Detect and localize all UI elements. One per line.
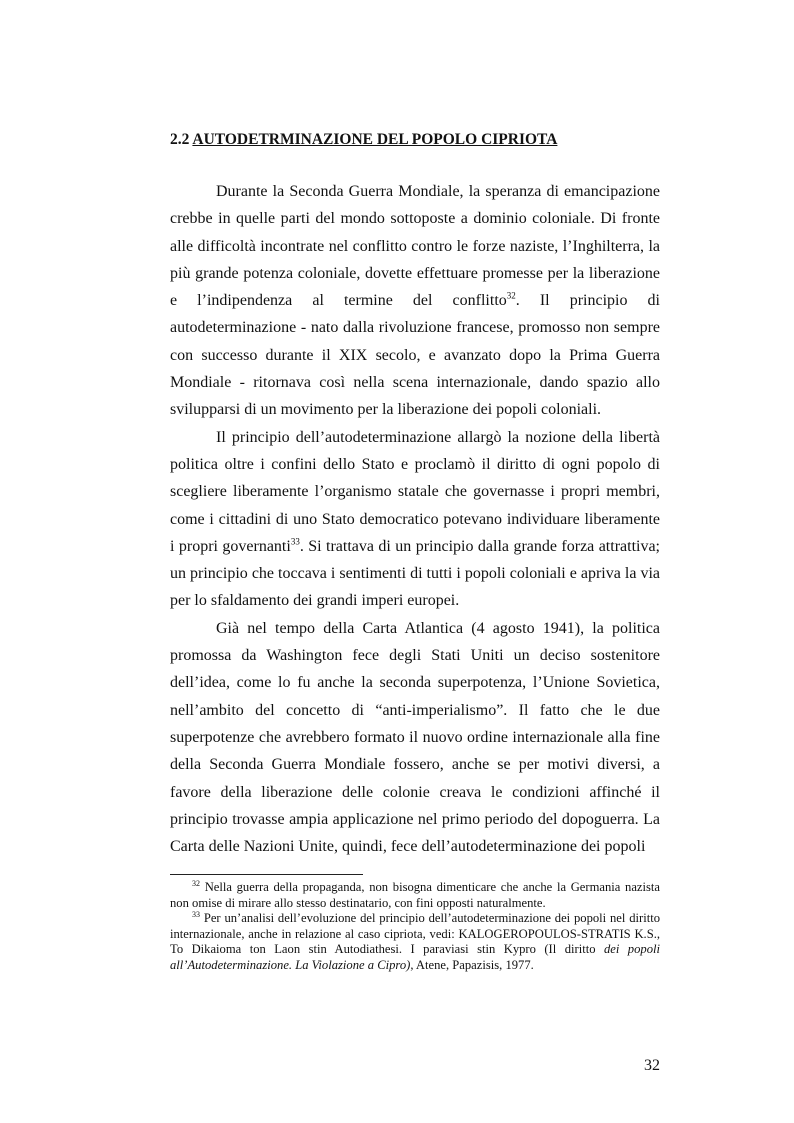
- section-heading: [170, 131, 557, 149]
- footnote-33: $^{33}$ Per un’analisi dell’evoluzione del principio dell’autodeterminazione dei popoli nel diritto internazionale, anche in relazione al caso cipriota, vedi: KALOGEROPOULOS-STRATIS K.S., To Dikaioma ton Laon stin Autodiathesi. I paraviasi stin Kypro (Il diritto dei popoli all’Autodeterminazione. La Violazione a Cipro), Atene, Papazisis, 1977.: [170, 910, 660, 972]
- footnote-32: $^{32}$ Nella guerra della propaganda, non bisogna dimenticare che anche la Germania nazista non omise di mirare allo stesso destinatario, con fini opposti naturalmente.: [170, 878, 660, 910]
- footnote-ref-33: 33: [290, 536, 300, 547]
- section-title: AUTODETRMINAZIONE DEL POPOLO CIPRIOTA: [192, 131, 558, 148]
- section-number: 2.2: [170, 131, 190, 148]
- paragraph-3: Già nel tempo della Carta Atlantica (4 agosto 1941), la politica promossa da Washington fece degli Stati Uniti un deciso sostenitore dell’idea, come lo fu anche la seconda superpotenza, l’Unione Sovietica, nell’ambito del concetto di “anti-imperialismo”. Il fatto che le due superpotenze che avrebbero formato il nuovo ordine internazionale alla fine della Seconda Guerra Mondiale fossero, anche se per motivi diversi, a favore della liberazione delle colonie creava le condizioni affinché il principio trovasse ampia applicazione nel primo periodo del dopoguerra. La Carta delle Nazioni Unite, quindi, fece dell’autodeterminazione dei popoli: [170, 619, 660, 856]
- footnote-ref-32: 32: [506, 290, 516, 301]
- body-text: [170, 178, 660, 860]
- footnote-separator: [170, 874, 363, 875]
- page-number: 32: [644, 1057, 660, 1074]
- footnotes: [170, 880, 660, 974]
- paragraph-1: Durante la Seconda Guerra Mondiale, la speranza di emancipazione crebbe in quelle parti del mondo sottoposte a dominio coloniale. Di fronte alle difficoltà incontrate nel conflitto contro le forze naziste, l’Inghilterra, la più grande potenza coloniale, dovette effettuare promesse per la liberazione e l’indipendenza al termine del conflitto$^{32}$. Il principio di autodeterminazione - nato dalla rivoluzione francese, promosso non sempre con successo durante il XIX secolo, e avanzato dopo la Prima Guerra Mondiale - ritornava così nella scena internazionale, dando spazio allo svilupparsi di un movimento per la liberazione dei popoli coloniali.: [170, 183, 661, 419]
- paragraph-2: Il principio dell’autodeterminazione allargò la nozione della libertà politica oltre i confini dello Stato e proclamò il diritto di ogni popolo di scegliere liberamente l’organismo statale che governasse i propri membri, come i cittadini di uno Stato democratico potevano individuare liberamente i propri governanti$^{33}$. Si trattava di un principio dalla grande forza attrattiva; un principio che toccava i sentimenti di tutti i popoli coloniali e apriva la via per lo sfaldamento dei grandi imperi europei.: [170, 428, 661, 610]
